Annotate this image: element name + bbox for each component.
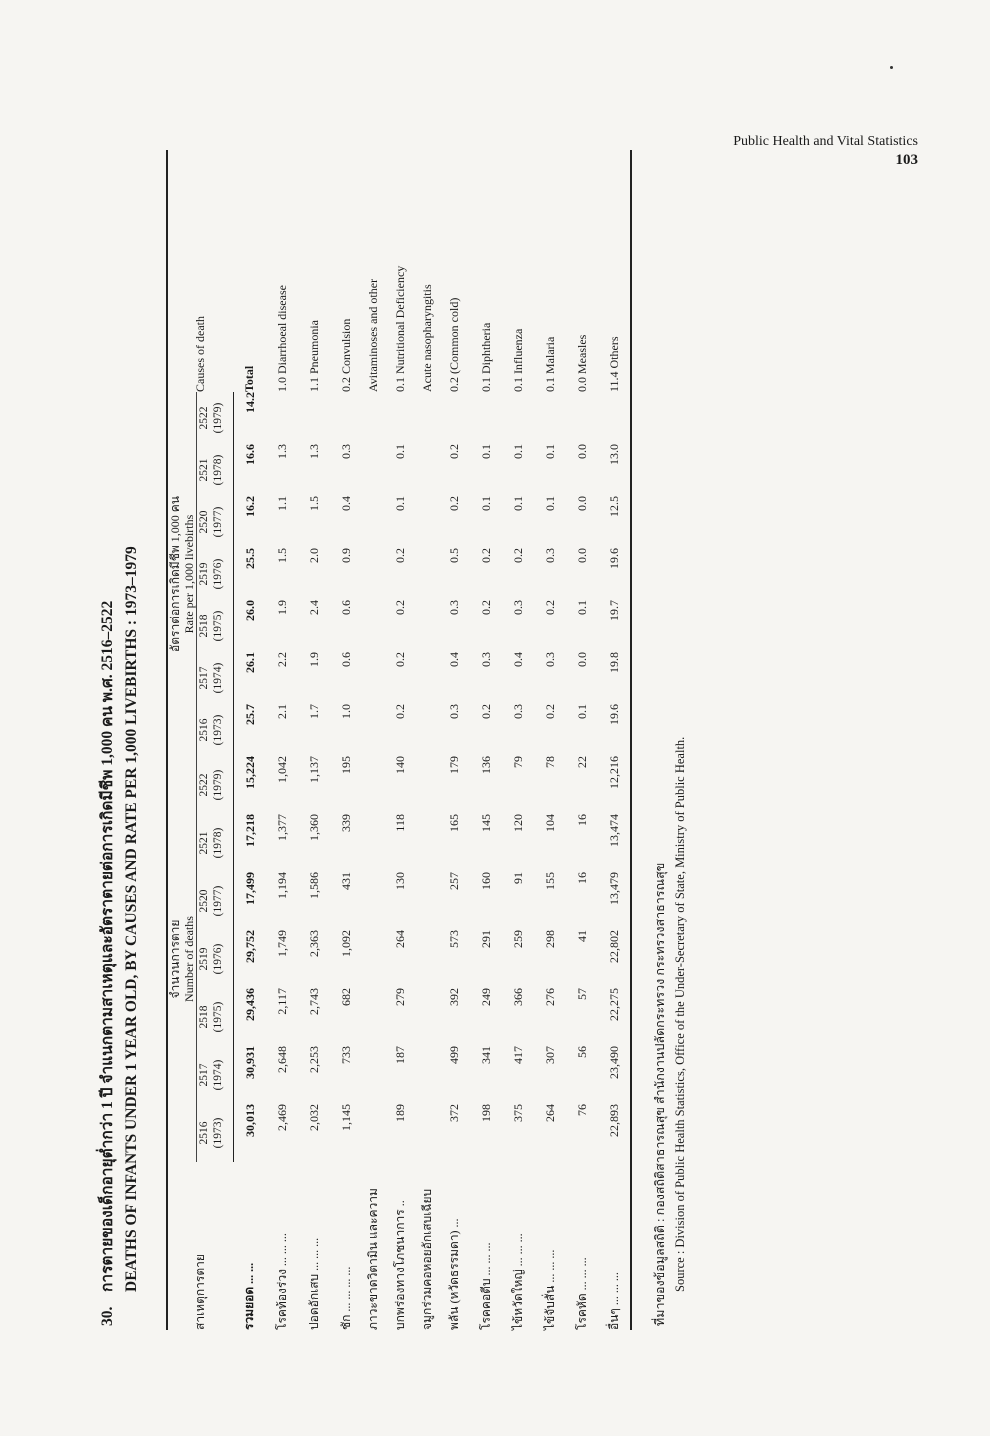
deaths-cell: 104 [542, 814, 557, 832]
deaths-cell [362, 872, 384, 930]
rate-cell: 2.4 [306, 600, 321, 615]
deaths-cell: 2,648 [274, 1046, 289, 1073]
rate-cell [298, 392, 330, 444]
rate-cell: 0.1 [510, 496, 525, 511]
cause-label-thai: อื่นๆ ... ... ... [598, 1162, 631, 1330]
rate-cell [416, 600, 438, 652]
rate-cell: 1.5 [274, 548, 289, 563]
rate-cell: 26.1 [242, 652, 257, 673]
deaths-cell: 259 [510, 930, 525, 948]
cause-label-thai: ไข้จับสั่น ... ... ... [542, 1249, 557, 1330]
rate-cell: 0.3 [478, 652, 493, 667]
year-be: 2521 [198, 458, 210, 482]
table-row [266, 150, 298, 1330]
infant-deaths-table [166, 150, 632, 1330]
table-title [96, 0, 144, 1326]
year-be: 2522 [198, 773, 210, 797]
deaths-cell: 417 [510, 1046, 525, 1064]
deaths-cell: 733 [338, 1046, 353, 1064]
deaths-cell: 12,216 [598, 756, 631, 814]
rate-cell: 0.2 [542, 704, 557, 719]
rate-cell: 0.0 [574, 652, 589, 667]
table-row [534, 150, 566, 1330]
deaths-cell: 2,363 [306, 930, 321, 957]
deaths-cell [362, 1046, 384, 1104]
title-english: DEATHS OF INFANTS UNDER 1 YEAR OLD, BY CAUSES AND RATE PER 1,000 LIVEBIRTHS : 1973–1979 [123, 546, 140, 1292]
rate-cell: 0.3 [510, 600, 525, 615]
table-row [298, 150, 330, 1330]
cause-label-thai: พลัน (หวัดธรรมดา) ... [446, 1218, 461, 1330]
rate-cell: 1.5 [306, 496, 321, 511]
cause-label-english: Avitaminoses and other [365, 278, 380, 392]
rate-cell: 25.7 [242, 704, 257, 725]
year-ce: (1973) [211, 704, 234, 756]
deaths-cell: 91 [510, 872, 525, 884]
rate-cell: 0.2 [392, 704, 407, 719]
rate-cell [362, 548, 384, 600]
title-thai: การตายของเด็กอายุต่ำกว่า 1 ปี จำแนกตามสาเหตุและอัตราตายต่อการเกิดมีชีพ 1,000 คน พ.ศ. 2516–2522 [99, 600, 116, 1292]
deaths-cell: 1,145 [338, 1104, 353, 1131]
running-title: Public Health and Vital Statistics [733, 134, 918, 149]
deaths-cell [362, 814, 384, 872]
deaths-cell: 76 [574, 1104, 589, 1116]
rate-cell: 0.1 [478, 496, 493, 511]
rate-cell: 0.1 [392, 444, 407, 459]
table-row [362, 150, 384, 1330]
deaths-cell: 431 [338, 872, 353, 890]
deaths-cell: 140 [392, 756, 407, 774]
year-be: 2517 [198, 1063, 210, 1087]
table-number: 30. [99, 1306, 116, 1326]
deaths-cell: 2,743 [306, 988, 321, 1015]
deaths-cell: 179 [446, 756, 461, 774]
deaths-cell: 57 [574, 988, 589, 1000]
rate-cell: 0.3 [510, 704, 525, 719]
cause-label-english: 0.2 (Common cold) [446, 297, 461, 392]
deaths-cell: 276 [542, 988, 557, 1006]
rate-cell: 1.7 [306, 704, 321, 719]
deaths-cell: 1,360 [306, 814, 321, 841]
deaths-cell [416, 872, 438, 930]
rate-cell [534, 392, 566, 444]
rate-cell: 2.0 [306, 548, 321, 563]
rate-cell: 0.5 [446, 548, 461, 563]
year-ce: (1976) [211, 930, 234, 988]
deaths-cell: 165 [446, 814, 461, 832]
deaths-cell [362, 930, 384, 988]
deaths-cell: 499 [446, 1046, 461, 1064]
rate-cell: 0.2 [392, 600, 407, 615]
deaths-cell [362, 988, 384, 1046]
deaths-cell: 375 [510, 1104, 525, 1122]
rate-cell: 1.3 [274, 444, 289, 459]
deaths-cell: 187 [392, 1046, 407, 1064]
rate-cell: 0.6 [338, 652, 353, 667]
deaths-cell: 136 [478, 756, 493, 774]
deaths-cell: 198 [478, 1104, 493, 1122]
rate-cell: 0.6 [338, 600, 353, 615]
deaths-cell: 29,752 [242, 930, 257, 963]
deaths-cell: 22 [574, 756, 589, 768]
rate-cell: 1.1 [274, 496, 289, 511]
rate-cell [416, 548, 438, 600]
deaths-cell: 79 [510, 756, 525, 768]
rate-cell: 1.9 [274, 600, 289, 615]
deaths-cell: 1,749 [274, 930, 289, 957]
deaths-cell: 2,032 [306, 1104, 321, 1131]
rate-cell: 0.3 [446, 704, 461, 719]
rate-cell: 0.2 [478, 704, 493, 719]
deaths-cell: 1,092 [338, 930, 353, 957]
cause-label-english: 11.4 Others [598, 150, 631, 392]
rate-cell: 19.8 [598, 652, 631, 704]
year-ce: (1977) [211, 496, 234, 548]
rate-cell: 19.6 [598, 704, 631, 756]
year-ce: (1979) [211, 756, 234, 814]
cause-label-thai: ภาวะขาดวิตามิน และความ [365, 1188, 380, 1330]
year-be: 2518 [198, 1005, 210, 1029]
year-ce: (1975) [211, 600, 234, 652]
cause-label-thai: ปอดอักเสบ ... ... ... [306, 1237, 321, 1330]
page-number: 103 [895, 152, 918, 168]
rate-cell: 0.1 [542, 444, 557, 459]
rate-cell [598, 392, 631, 444]
rate-cell [362, 704, 384, 756]
deaths-cell: 56 [574, 1046, 589, 1058]
year-be: 2516 [198, 718, 210, 742]
year-ce: (1978) [211, 814, 234, 872]
cause-label-english: 1.1 Pneumonia [306, 320, 321, 392]
rate-cell: 0.0 [574, 496, 589, 511]
deaths-cell: 17,499 [242, 872, 257, 905]
deaths-cell: 2,117 [274, 988, 289, 1015]
source-thai: ที่มาของข้อมูลสถิติ : กองสถิติสาธารณสุข สำนักงานปลัดกระทรวง กระทรวงสาธารณสุข [653, 862, 667, 1326]
rate-cell [438, 392, 470, 444]
rate-cell: 0.2 [478, 600, 493, 615]
deaths-cell: 15,224 [242, 756, 257, 789]
deaths-cell [416, 1104, 438, 1162]
table-row [438, 150, 470, 1330]
year-ce: (1976) [211, 548, 234, 600]
cause-label-thai: ชัก ... ... ... ... [338, 1266, 353, 1330]
rate-cell: 0.1 [574, 600, 589, 615]
rate-cell [362, 444, 384, 496]
year-ce: (1977) [211, 872, 234, 930]
deaths-cell [416, 814, 438, 872]
rate-cell: 26.0 [242, 600, 257, 621]
deaths-cell: 1,586 [306, 872, 321, 899]
cause-label-thai: โรคท้องร่วง ... ... ... [274, 1233, 289, 1330]
deaths-cell: 291 [478, 930, 493, 948]
rate-cell: 0.2 [542, 600, 557, 615]
deaths-cell: 13,474 [598, 814, 631, 872]
deaths-cell: 16 [574, 814, 589, 826]
deaths-cell [416, 930, 438, 988]
table-row [416, 150, 438, 1330]
deaths-cell: 1,194 [274, 872, 289, 899]
deaths-cell: 160 [478, 872, 493, 890]
source-note [650, 0, 690, 1330]
year-ce: (1979) [211, 392, 234, 444]
rate-cell: 14.2 [242, 392, 257, 413]
deaths-cell: 1,042 [274, 756, 289, 783]
year-be: 2519 [198, 947, 210, 971]
rate-cell [416, 392, 438, 444]
year-be: 2516 [198, 1121, 210, 1145]
rate-cell: 0.1 [392, 496, 407, 511]
deaths-cell [362, 1104, 384, 1162]
deaths-cell: 298 [542, 930, 557, 948]
year-be: 2520 [198, 889, 210, 913]
deaths-cell: 264 [542, 1104, 557, 1122]
print-speck [890, 66, 893, 69]
cause-label-english: 0.2 Convulsion [338, 318, 353, 392]
rate-cell [416, 444, 438, 496]
deaths-cell: 257 [446, 872, 461, 890]
cause-label-thai: ไข้หวัดใหญ่ ... ... ... [510, 1233, 525, 1330]
year-ce: (1974) [211, 652, 234, 704]
rate-cell: 12.5 [598, 496, 631, 548]
rate-cell [470, 392, 502, 444]
year-be: 2517 [198, 666, 210, 690]
year-ce: (1978) [211, 444, 234, 496]
rate-cell: 0.1 [478, 444, 493, 459]
table-row [470, 150, 502, 1330]
deaths-cell: 264 [392, 930, 407, 948]
deaths-cell: 339 [338, 814, 353, 832]
deaths-cell: 17,218 [242, 814, 257, 847]
rate-cell [362, 392, 384, 444]
cause-label-english: 0.1 Nutritional Deficiency [392, 265, 407, 392]
deaths-cell: 13,479 [598, 872, 631, 930]
rate-cell: 0.1 [542, 496, 557, 511]
deaths-cell: 22,893 [598, 1104, 631, 1162]
deaths-cell: 2,469 [274, 1104, 289, 1131]
rate-cell: 25.5 [242, 548, 257, 569]
cause-label-english: 1.0 Diarrhoeal disease [274, 285, 289, 392]
deaths-cell: 41 [574, 930, 589, 942]
deaths-cell: 249 [478, 988, 493, 1006]
rate-cell: 0.3 [338, 444, 353, 459]
year-be: 2522 [198, 406, 210, 430]
deaths-cell: 145 [478, 814, 493, 832]
deaths-cell: 30,931 [242, 1046, 257, 1079]
year-be: 2518 [198, 614, 210, 638]
rate-cell [266, 392, 298, 444]
year-ce: (1974) [211, 1046, 234, 1104]
rate-cell [362, 496, 384, 548]
deaths-cell: 573 [446, 930, 461, 948]
deaths-cell: 392 [446, 988, 461, 1006]
rate-cell: 0.2 [478, 548, 493, 563]
rate-cell [502, 392, 534, 444]
table-row [384, 150, 416, 1330]
rate-cell [384, 392, 416, 444]
rate-cell: 1.0 [338, 704, 353, 719]
rate-cell [362, 600, 384, 652]
deaths-cell: 189 [392, 1104, 407, 1122]
deaths-cell: 1,137 [306, 756, 321, 783]
deaths-cell: 155 [542, 872, 557, 890]
deaths-cell: 682 [338, 988, 353, 1006]
rate-cell: 2.1 [274, 704, 289, 719]
deaths-group-header [167, 756, 197, 1162]
rate-cell: 1.3 [306, 444, 321, 459]
cause-label-thai: บกพร่องทางโภชนาการ .. [392, 1200, 407, 1330]
table-row [566, 150, 598, 1330]
year-be: 2519 [198, 562, 210, 586]
rate-cell: 13.0 [598, 444, 631, 496]
rate-cell: 0.9 [338, 548, 353, 563]
deaths-cell [416, 1046, 438, 1104]
deaths-cell: 22,802 [598, 930, 631, 988]
rotated-table-block [96, 0, 796, 1330]
table-row [330, 150, 362, 1330]
rate-cell: 0.2 [446, 444, 461, 459]
rate-cell: 0.2 [510, 548, 525, 563]
deaths-cell: 2,253 [306, 1046, 321, 1073]
deaths-cell [416, 756, 438, 814]
rate-cell: 0.4 [510, 652, 525, 667]
deaths-cell: 307 [542, 1046, 557, 1064]
deaths-group-english: Number of deaths [182, 916, 196, 1002]
rate-cell [330, 392, 362, 444]
rate-cell: 0.1 [510, 444, 525, 459]
cause-label-english: Total [242, 365, 257, 392]
rate-cell: 0.1 [574, 704, 589, 719]
rate-group-english: Rate per 1,000 livebirths [182, 514, 196, 634]
deaths-cell [416, 988, 438, 1046]
rate-cell: 0.0 [574, 444, 589, 459]
deaths-cell: 29,436 [242, 988, 257, 1021]
table-body [234, 150, 632, 1330]
cause-label-english: 0.1 Malaria [542, 336, 557, 392]
cause-label-thai: โรคคอตีบ ... ... ... [478, 1242, 493, 1330]
cause-label-thai: โรคหัด ... ... ... [574, 1257, 589, 1330]
rate-cell: 16.6 [242, 444, 257, 465]
table-row [234, 150, 267, 1330]
rate-cell: 1.9 [306, 652, 321, 667]
rate-cell: 0.3 [446, 600, 461, 615]
table-row [598, 150, 631, 1330]
rate-cell: 0.3 [542, 652, 557, 667]
deaths-cell: 16 [574, 872, 589, 884]
rate-cell: 19.6 [598, 548, 631, 600]
rate-cell [566, 392, 598, 444]
rate-cell: 19.7 [598, 600, 631, 652]
cause-label-thai: จมูกร่วมคอหอยอักเสบเฉียบ [419, 1188, 434, 1330]
rate-cell: 0.4 [446, 652, 461, 667]
rate-cell [416, 652, 438, 704]
rate-cell: 2.2 [274, 652, 289, 667]
cause-header-thai: สาเหตุการตาย [167, 1162, 234, 1330]
deaths-cell: 372 [446, 1104, 461, 1122]
rate-cell [416, 496, 438, 548]
rate-cell: 0.4 [338, 496, 353, 511]
rate-cell: 0.2 [392, 548, 407, 563]
rate-cell [362, 652, 384, 704]
rate-cell: 0.2 [446, 496, 461, 511]
cause-label-english: 0.1 Diphtheria [478, 322, 493, 392]
deaths-cell: 118 [392, 814, 407, 832]
table-row [502, 150, 534, 1330]
rate-group-header [167, 392, 197, 756]
rate-cell: 16.2 [242, 496, 257, 517]
deaths-cell: 341 [478, 1046, 493, 1064]
source-english: Source : Division of Public Health Statistics, Office of the Under-Secretary of State, Ministry of Public Health. [673, 736, 687, 1292]
deaths-cell: 130 [392, 872, 407, 890]
cause-label-thai: รวมยอด ... ... [242, 1262, 257, 1330]
year-be: 2520 [198, 510, 210, 534]
rate-cell: 0.3 [542, 548, 557, 563]
cause-label-english: 0.1 Influenza [510, 328, 525, 392]
year-be: 2521 [198, 831, 210, 855]
deaths-cell [362, 756, 384, 814]
rate-group-thai: อัตราต่อการเกิดมีชีพ 1,000 คน [168, 496, 182, 652]
deaths-cell: 195 [338, 756, 353, 774]
deaths-cell: 30,013 [242, 1104, 257, 1137]
deaths-cell: 78 [542, 756, 557, 768]
year-ce: (1975) [211, 988, 234, 1046]
deaths-cell: 279 [392, 988, 407, 1006]
cause-label-english: Acute nasopharyngitis [419, 284, 434, 392]
deaths-cell: 23,490 [598, 1046, 631, 1104]
rate-cell: 0.2 [392, 652, 407, 667]
cause-label-english: 0.0 Measles [574, 334, 589, 392]
rate-cell [416, 704, 438, 756]
deaths-cell: 120 [510, 814, 525, 832]
rate-cell: 0.0 [574, 548, 589, 563]
deaths-group-thai: จำนวนการตาย [168, 919, 182, 999]
year-ce: (1973) [211, 1104, 234, 1162]
cause-header-english: Causes of death [167, 150, 234, 392]
deaths-cell: 1,377 [274, 814, 289, 841]
deaths-cell: 22,275 [598, 988, 631, 1046]
deaths-cell: 366 [510, 988, 525, 1006]
